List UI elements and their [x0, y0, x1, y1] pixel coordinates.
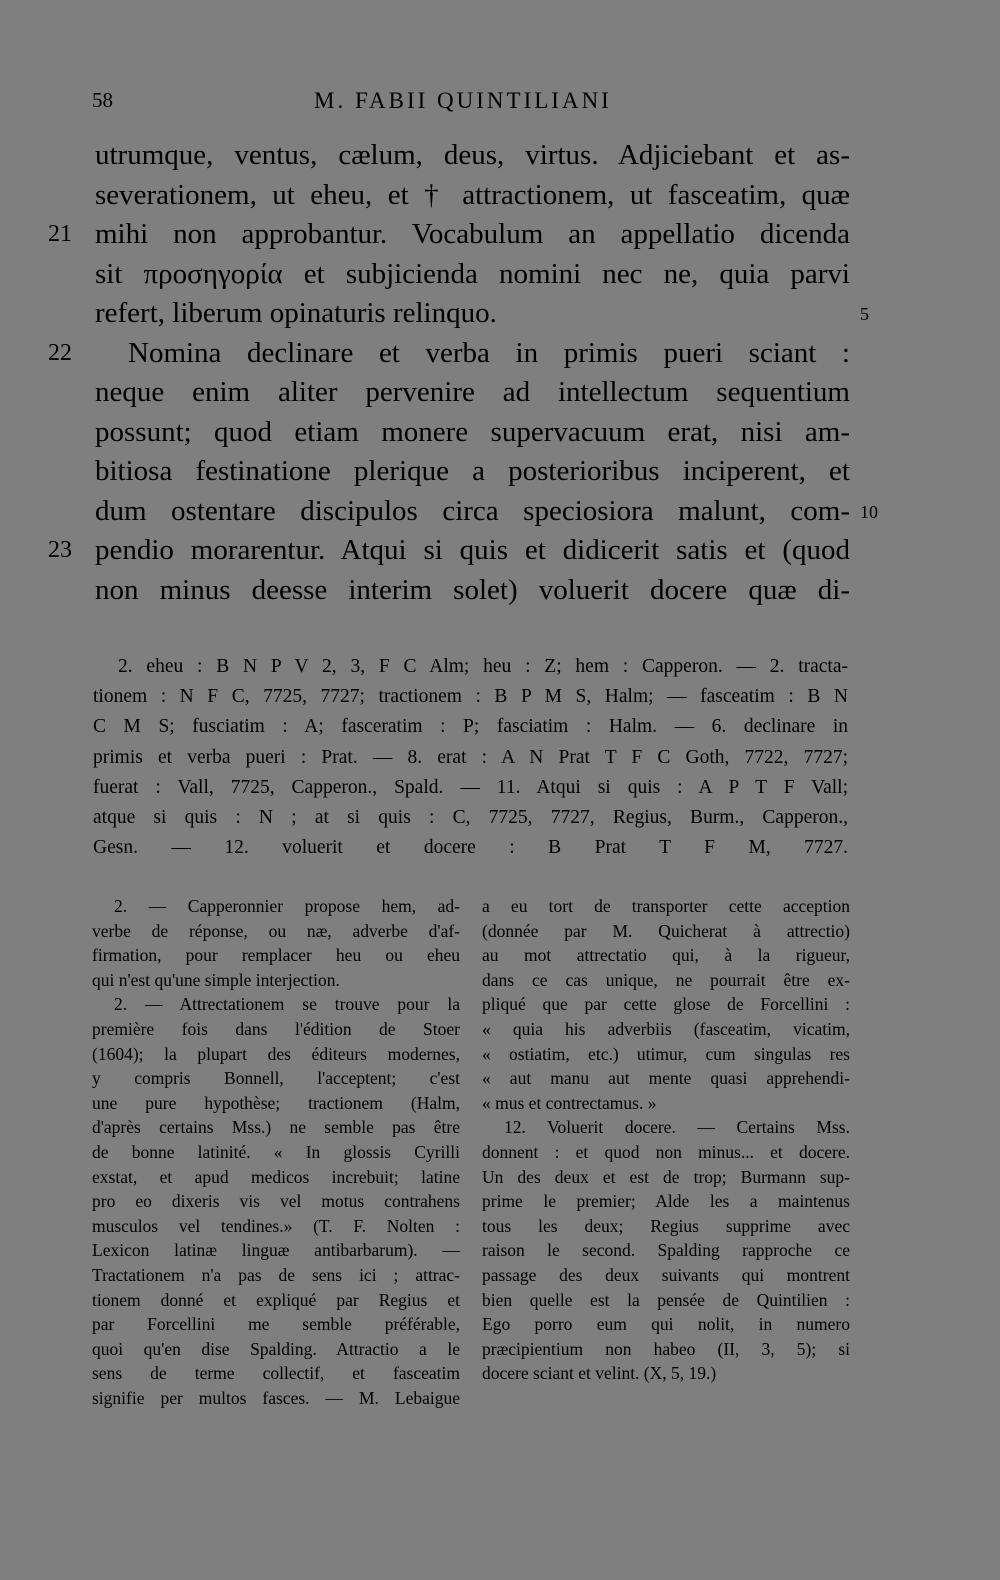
note-line: signifie per multos fasces. — M. Lebaigue — [92, 1387, 460, 1408]
note-line: 2. — Attrectationem se trouve pour la — [114, 994, 460, 1015]
note-line: firmation, pour remplacer heu ou eheu — [92, 945, 460, 966]
text-line: bitiosa festinatione plerique a posterioribus inciperent, et — [95, 455, 850, 487]
note-line: passage des deux suivants qui montrent — [482, 1264, 850, 1285]
text-line: non minus deesse interim solet) voluerit docere quæ di- — [95, 573, 850, 606]
running-title: M. FABII QUINTILIANI — [314, 88, 612, 113]
note-line: première fois dans l'édition de Stoer — [92, 1018, 460, 1039]
note-line: d'après certains Mss.) ne semble pas être — [92, 1117, 460, 1138]
note-line: prime le premier; Alde les a maintenus — [482, 1191, 850, 1212]
line-number: 5 — [860, 304, 869, 324]
note-line: raison le second. Spalding rapproche ce — [482, 1240, 850, 1261]
note-line: Lexicon latinæ linguæ antibarbarum). — — [92, 1240, 460, 1261]
note-line: « ostiatim, etc.) utimur, cum singulas res — [482, 1043, 850, 1064]
text-line: Nomina declinare et verba in primis pueri sciant : — [128, 336, 850, 369]
note-line: bien quelle est la pensée de Quintilien : — [482, 1289, 850, 1310]
text-line: pendio morarentur. Atqui si quis et didicerit satis et (quod — [95, 534, 850, 566]
note-line: præcipientium non habeo (II, 3, 5); si — [482, 1338, 850, 1359]
note-line: « mus et contrectamus. » — [482, 1092, 657, 1113]
note-line: docere sciant et velint. (X, 5, 19.) — [482, 1363, 717, 1384]
note-line: sens de terme collectif, et fasceatim — [92, 1363, 460, 1384]
note-line: 12. Voluerit docere. — Certains Mss. — [504, 1117, 850, 1138]
note-line: pliqué que par cette glose de Forcellini : — [482, 994, 850, 1015]
variant-line: primis et verba pueri : Prat. — 8. erat : A N Prat T F C Goth, 7722, 7727; — [93, 746, 848, 768]
note-line: « aut manu aut mente quasi apprehendi- — [482, 1068, 850, 1089]
variant-line: 2. eheu : B N P V 2, 3, F C Alm; heu : Z; hem : Capperon. — 2. tracta- — [118, 656, 848, 677]
note-line: par Forcellini me semble préférable, — [92, 1314, 460, 1335]
note-line: quoi qu'en dise Spalding. Attractio a le — [92, 1338, 460, 1359]
variant-line: fuerat : Vall, 7725, Capperon., Spald. — 11. Atqui si quis : A P T F Vall; — [93, 776, 848, 798]
note-line: pro eo dixeris vis vel motus contrahens — [92, 1191, 460, 1212]
section-number: 22 — [48, 339, 72, 366]
text-line: neque enim aliter pervenire ad intellectum sequentium — [95, 376, 850, 408]
note-line: tous les deux; Regius supprime avec — [482, 1215, 850, 1236]
variant-line: tionem : N F C, 7725, 7727; tractionem : B P M S, Halm; — fasceatim : B N — [93, 686, 848, 708]
note-line: « quia his adverbiis (fasceatim, vicatim, — [482, 1018, 850, 1039]
note-line: tionem donné et expliqué par Regius et — [92, 1289, 460, 1310]
text-line: possunt; quod etiam monere supervacuum erat, nisi am- — [95, 415, 850, 448]
note-line: qui n'est qu'une simple interjection. — [92, 969, 340, 990]
note-line: une pure hypothèse; tractionem (Halm, — [92, 1092, 460, 1113]
page-number: 58 — [92, 88, 113, 112]
text-line: sit προσηγορία et subjicienda nomini nec ne, quia parvi — [95, 257, 850, 290]
variant-line: atque si quis : N ; at si quis : C, 7725, 7727, Regius, Burm., Capperon., — [93, 807, 848, 828]
notes-left-column — [92, 894, 460, 1410]
note-line: exstat, et apud medicos increbuit; latine — [92, 1166, 460, 1187]
note-line: donnent : et quod non minus... et docere. — [482, 1141, 850, 1162]
note-line: (donnée par M. Quicherat à attrectio) — [482, 920, 850, 941]
note-line: y compris Bonnell, l'acceptent; c'est — [92, 1068, 460, 1089]
text-line: utrumque, ventus, cælum, deus, virtus. Adjiciebant et as- — [95, 139, 850, 171]
variant-line: Gesn. — 12. voluerit et docere : B Prat T F M, 7727. — [93, 837, 848, 859]
text-line: mihi non approbantur. Vocabulum an appellatio dicenda — [95, 218, 850, 250]
note-line: a eu tort de transporter cette acception — [482, 896, 850, 916]
text-line: refert, liberum opinaturis relinquo. — [95, 297, 497, 329]
section-number: 21 — [48, 221, 72, 247]
note-line: Ego porro eum qui nolit, in numero — [482, 1314, 850, 1335]
section-number: 23 — [48, 537, 72, 563]
note-line: au mot attrectatio qui, à la rigueur, — [482, 945, 850, 966]
note-line: Tractationem n'a pas de sens ici ; attrac- — [92, 1264, 460, 1285]
note-line: 2. — Capperonnier propose hem, ad- — [114, 896, 460, 916]
text-line: dum ostentare discipulos circa speciosiora malunt, com- — [95, 494, 850, 527]
running-header — [92, 88, 632, 122]
note-line: verbe de réponse, ou næ, adverbe d'af- — [92, 920, 460, 941]
variant-line: C M S; fusciatim : A; fasceratim : P; fasciatim : Halm. — 6. declinare in — [93, 716, 848, 738]
note-line: (1604); la plupart des éditeurs modernes, — [92, 1043, 460, 1064]
note-line: musculos vel tendines.» (T. F. Nolten : — [92, 1215, 460, 1236]
note-line: dans ce cas unique, ne pourrait être ex- — [482, 969, 850, 990]
note-line: Un des deux et est de trop; Burmann sup- — [482, 1166, 850, 1187]
note-line: de bonne latinité. « In glossis Cyrilli — [92, 1141, 460, 1162]
notes-right-column — [482, 894, 850, 1386]
text-line: severationem, ut eheu, et † attractionem, ut fasceatim, quæ — [95, 178, 850, 211]
line-number: 10 — [860, 501, 878, 522]
